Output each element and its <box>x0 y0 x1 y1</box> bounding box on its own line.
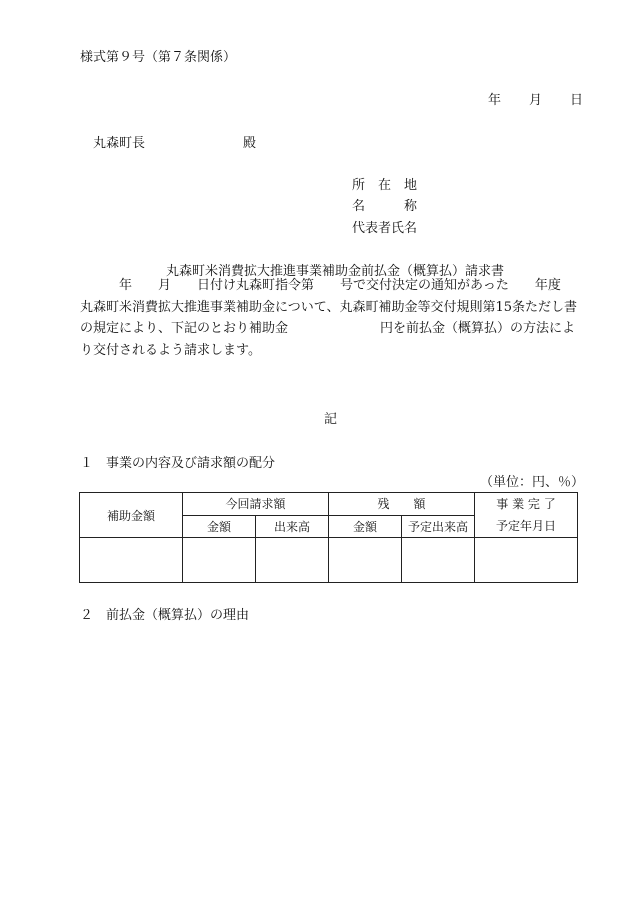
body-paragraph <box>80 275 590 361</box>
section1-number: １ <box>80 456 94 471</box>
header-completion-line1: 事 業 完 了 <box>496 497 556 511</box>
cell-remaining-amount[interactable] <box>329 538 402 583</box>
addressee-honorific: 殿 <box>243 136 257 151</box>
date-year: 年 <box>488 93 502 108</box>
request-table <box>79 492 578 583</box>
date-month: 月 <box>529 93 543 108</box>
header-remaining: 残 額 <box>329 493 475 516</box>
ki-marker: 記 <box>324 412 338 427</box>
applicant-name-label: 名 称 <box>352 199 418 214</box>
body-line4: り交付されるよう請求します。 <box>80 342 261 358</box>
subheader-amount-current: 金額 <box>183 515 256 538</box>
body-line1-b: 号で交付決定の通知があった <box>340 278 509 293</box>
header-current-request: 今回請求額 <box>183 493 329 516</box>
header-completion-line2: 予定年月日 <box>496 519 557 533</box>
body-line1-a: 日付け丸森町指令第 <box>197 278 315 293</box>
addressee-name: 丸森町長 <box>93 136 146 151</box>
body-line3-a: の規定により、下記のとおり補助金 <box>80 321 289 337</box>
section2-heading <box>80 608 249 624</box>
subheader-progress-current: 出来高 <box>256 515 329 538</box>
body-line3-b: 円を前払金（概算払）の方法によ <box>380 321 576 337</box>
unit-label: （単位：円、％） <box>480 475 585 490</box>
applicant-representative-label: 代表者氏名 <box>352 221 418 236</box>
cell-current-progress[interactable] <box>256 538 329 583</box>
applicant-address-label: 所 在 地 <box>352 178 418 193</box>
document-title: 丸森町米消費拡大推進事業補助金前払金（概算払）請求書 <box>166 264 505 279</box>
cell-subsidy-amount[interactable] <box>80 538 183 583</box>
subheader-planned-progress: 予定出来高 <box>402 515 475 538</box>
section2-text: 前払金（概算払）の理由 <box>106 608 250 623</box>
subheader-amount-remaining: 金額 <box>329 515 402 538</box>
section2-number: ２ <box>80 608 94 623</box>
date-day: 日 <box>570 93 584 108</box>
body-month: 月 <box>158 278 172 293</box>
body-line2: 丸森町米消費拡大推進事業補助金について、丸森町補助金等交付規則第15条ただし書 <box>80 299 578 315</box>
section1-text: 事業の内容及び請求額の配分 <box>106 456 276 471</box>
header-subsidy-amount: 補助金額 <box>80 493 183 538</box>
body-fiscal-year: 年度 <box>534 278 561 293</box>
form-number: 様式第９号（第７条関係） <box>80 50 237 65</box>
cell-completion-date[interactable] <box>475 538 578 583</box>
header-completion-date <box>475 493 578 538</box>
cell-current-amount[interactable] <box>183 538 256 583</box>
body-year: 年 <box>119 278 133 293</box>
section1-heading <box>80 456 275 472</box>
cell-planned-progress[interactable] <box>402 538 475 583</box>
